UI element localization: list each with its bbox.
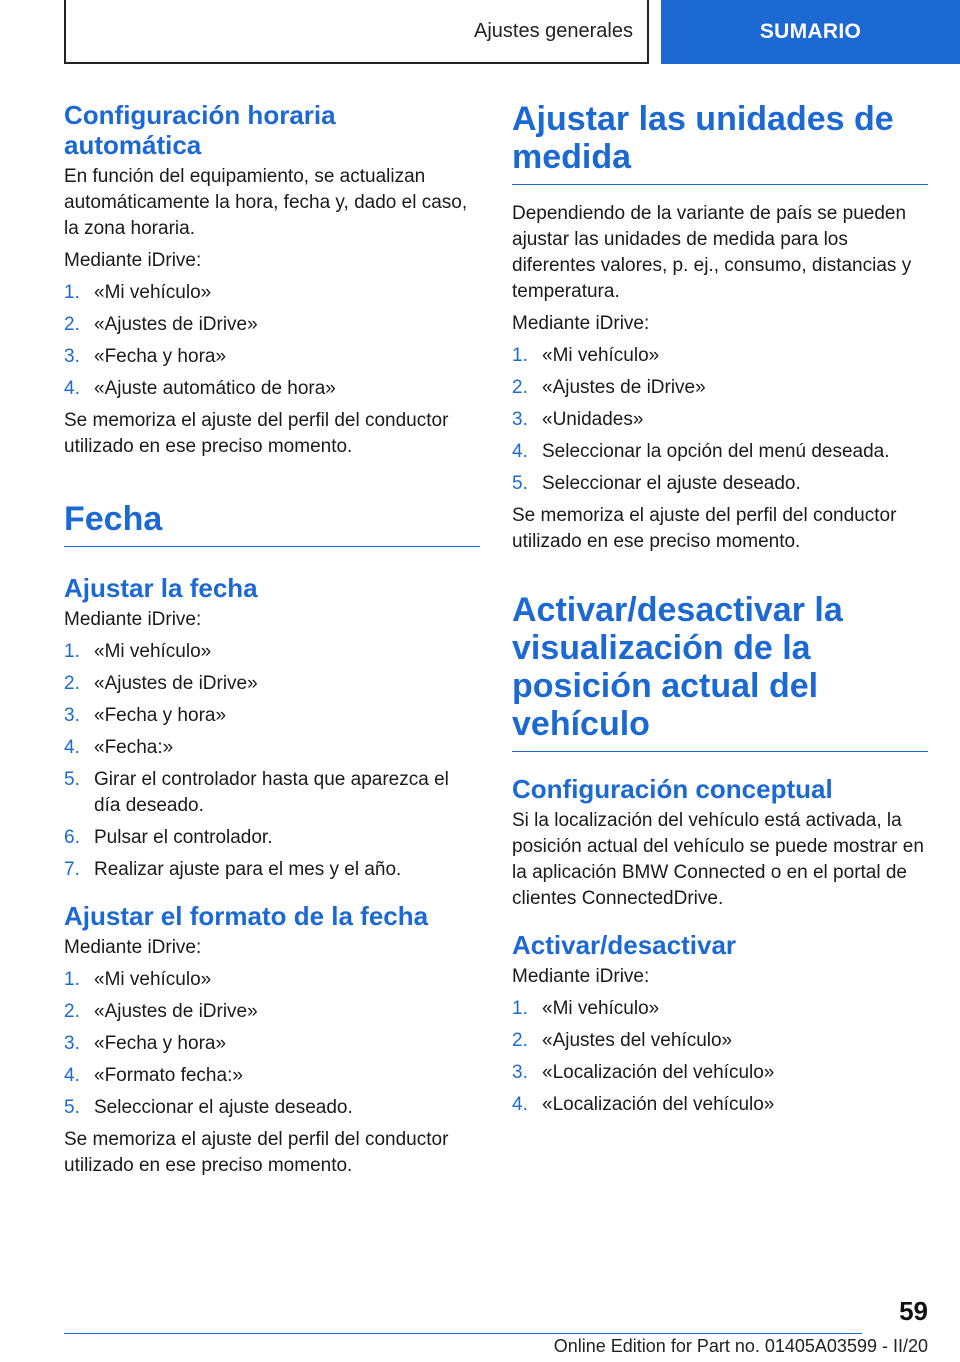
step-text: «Fecha y hora»	[94, 346, 227, 367]
step-number: 4.	[64, 737, 80, 758]
step-number: 5.	[64, 769, 80, 790]
step-text: Realizar ajuste para el mes y el año.	[94, 859, 402, 880]
step-text: «Mi vehículo»	[94, 641, 212, 662]
list-item	[64, 735, 480, 761]
step-number: 3.	[64, 705, 80, 726]
header-section-title	[64, 0, 649, 64]
units-title: Ajustar las unidades de medida	[512, 100, 928, 185]
step-text: «Fecha y hora»	[94, 1033, 227, 1054]
units-intro: Dependiendo de la variante de país se pueden ajustar las unidades de medida para los diferentes valores, p. ej., consumo, distancias y temperatura.	[512, 203, 912, 302]
set-date-heading: Ajustar la fecha	[64, 573, 258, 603]
step-number: 4.	[512, 441, 528, 462]
step-text: Seleccionar el ajuste deseado.	[94, 1097, 353, 1118]
step-number: 1.	[64, 641, 80, 662]
list-item	[64, 825, 480, 851]
auto-time-intro: En función del equipamiento, se actualizan automáticamente la hora, fecha y, dado el caso, la zona horaria.	[64, 166, 468, 239]
auto-time-via: Mediante iDrive:	[64, 250, 202, 271]
concept-text: Si la localización del vehículo está activada, la posición actual del vehículo se puede mostrar en la aplicación BMW Connected o en el portal de clientes ConnectedDrive.	[512, 810, 924, 909]
list-item	[64, 1095, 480, 1121]
step-text: «Ajustes de iDrive»	[94, 1001, 258, 1022]
right-column	[512, 100, 928, 1124]
step-text: «Localización del vehículo»	[542, 1062, 775, 1083]
summary-button[interactable]	[661, 0, 960, 64]
step-text: «Mi vehículo»	[542, 998, 660, 1019]
list-item	[512, 1028, 928, 1054]
step-text: «Ajustes de iDrive»	[94, 314, 258, 335]
edition-text: Online Edition for Part no. 01405A03599 - II/20	[553, 1336, 928, 1356]
step-number: 4.	[64, 1065, 80, 1086]
list-item	[64, 999, 480, 1025]
step-text: «Ajustes de iDrive»	[542, 377, 706, 398]
list-item	[64, 671, 480, 697]
auto-time-heading: Configuración horaria automática	[64, 100, 336, 160]
step-number: 3.	[64, 1033, 80, 1054]
units-steps	[512, 343, 928, 497]
date-format-heading: Ajustar el formato de la fecha	[64, 901, 429, 931]
step-text: «Ajuste automático de hora»	[94, 378, 336, 399]
step-number: 2.	[64, 1001, 80, 1022]
step-number: 1.	[64, 969, 80, 990]
step-text: «Mi vehículo»	[94, 969, 212, 990]
list-item	[512, 375, 928, 401]
section-title: Ajustes generales	[474, 19, 633, 42]
step-text: «Mi vehículo»	[542, 345, 660, 366]
list-item	[512, 343, 928, 369]
step-text: «Localización del vehículo»	[542, 1094, 775, 1115]
step-number: 2.	[64, 673, 80, 694]
list-item	[512, 1092, 928, 1118]
list-item	[64, 376, 480, 402]
list-item	[512, 439, 928, 465]
step-text: «Ajustes del vehículo»	[542, 1030, 733, 1051]
list-item	[512, 471, 928, 497]
date-format-note: Se memoriza el ajuste del perfil del conductor utilizado en ese preciso momento.	[64, 1129, 449, 1176]
list-item	[64, 967, 480, 993]
step-number: 2.	[64, 314, 80, 335]
list-item	[64, 639, 480, 665]
step-text: «Fecha:»	[94, 737, 174, 758]
step-number: 4.	[64, 378, 80, 399]
left-column	[64, 100, 480, 1185]
step-text: Seleccionar el ajuste deseado.	[542, 473, 801, 494]
date-format-steps	[64, 967, 480, 1121]
list-item	[512, 996, 928, 1022]
step-text: «Mi vehículo»	[94, 282, 212, 303]
step-number: 1.	[512, 998, 528, 1019]
footer-divider	[64, 1333, 862, 1334]
step-number: 1.	[64, 282, 80, 303]
date-format-via: Mediante iDrive:	[64, 937, 202, 958]
position-title: Activar/desactivar la visualización de la posición actual del vehículo	[512, 591, 928, 752]
list-item	[64, 344, 480, 370]
step-number: 3.	[512, 409, 528, 430]
step-number: 5.	[512, 473, 528, 494]
step-text: «Unidades»	[542, 409, 644, 430]
toggle-via: Mediante iDrive:	[512, 966, 650, 987]
step-text: Seleccionar la opción del menú deseada.	[542, 441, 890, 462]
concept-heading: Configuración conceptual	[512, 774, 833, 804]
list-item	[64, 767, 480, 819]
step-number: 2.	[512, 377, 528, 398]
step-number: 4.	[512, 1094, 528, 1115]
auto-time-note: Se memoriza el ajuste del perfil del conductor utilizado en ese preciso momento.	[64, 410, 449, 457]
units-via: Mediante iDrive:	[512, 313, 650, 334]
fecha-title: Fecha	[64, 500, 480, 547]
toggle-heading: Activar/desactivar	[512, 930, 737, 960]
list-item	[512, 407, 928, 433]
list-item	[64, 1031, 480, 1057]
step-text: Girar el controlador hasta que aparezca el día deseado.	[94, 769, 449, 816]
step-number: 5.	[64, 1097, 80, 1118]
step-text: «Fecha y hora»	[94, 705, 227, 726]
page-number: 59	[899, 1296, 928, 1326]
list-item	[64, 703, 480, 729]
step-number: 3.	[512, 1062, 528, 1083]
list-item	[64, 857, 480, 883]
list-item	[64, 280, 480, 306]
step-text: «Formato fecha:»	[94, 1065, 243, 1086]
step-number: 7.	[64, 859, 80, 880]
toggle-steps	[512, 996, 928, 1118]
set-date-steps	[64, 639, 480, 883]
list-item	[64, 1063, 480, 1089]
units-note: Se memoriza el ajuste del perfil del conductor utilizado en ese preciso momento.	[512, 505, 897, 552]
step-number: 3.	[64, 346, 80, 367]
list-item	[512, 1060, 928, 1086]
list-item	[64, 312, 480, 338]
set-date-via: Mediante iDrive:	[64, 609, 202, 630]
summary-button-label: SUMARIO	[759, 20, 862, 43]
step-text: «Ajustes de iDrive»	[94, 673, 258, 694]
step-number: 1.	[512, 345, 528, 366]
step-number: 6.	[64, 827, 80, 848]
step-number: 2.	[512, 1030, 528, 1051]
step-text: Pulsar el controlador.	[94, 827, 273, 848]
auto-time-steps	[64, 280, 480, 402]
